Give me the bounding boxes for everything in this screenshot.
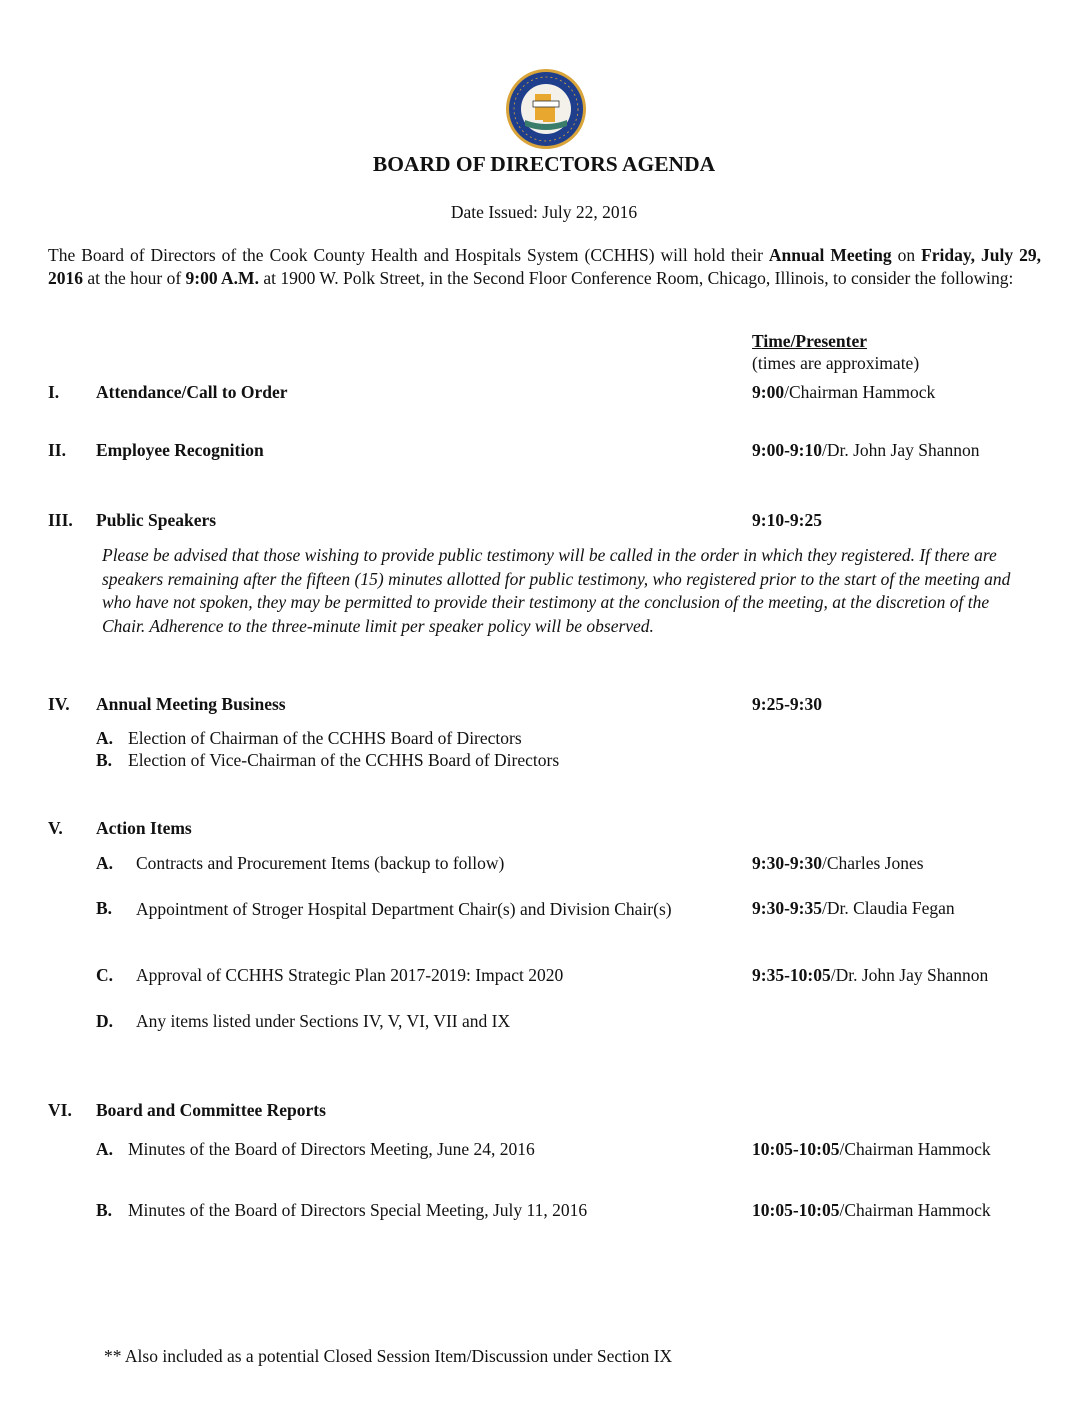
time: 10:05-10:05 <box>752 1139 840 1159</box>
item-letter: B. <box>96 898 113 918</box>
section-title: Employee Recognition <box>96 440 264 460</box>
item-text: Minutes of the Board of Directors Special Meeting, July 11, 2016 <box>128 1200 588 1220</box>
time: 9:30-9:30 <box>752 853 822 873</box>
section-title: Attendance/Call to Order <box>96 382 288 402</box>
public-speakers-note: Please be advised that those wishing to provide public testimony will be called in the order in which they registered. If there are speakers remaining after the fifteen (15) minutes allotted for public testimony, who registered prior to the start of the meeting and who have not spoken, they may be permitted to provide their testimony at the conclusion of the meeting, at the discretion of the Chair. Adherence to the three-minute limit per speaker policy will be observed. <box>102 545 1011 636</box>
section-number: IV. <box>48 694 70 714</box>
date-issued: Date Issued: July 22, 2016 <box>450 202 638 222</box>
meeting-day: Friday, <box>921 245 976 265</box>
time: 9:00-9:10 <box>752 440 822 460</box>
item-time-presenter <box>752 1139 991 1160</box>
section-number: V. <box>48 818 63 838</box>
intro-text: The Board of Directors of the Cook County Health and Hospitals System (CCHHS) will hold their <box>48 245 769 265</box>
item-letter: C. <box>96 965 114 985</box>
time: 9:30-9:35 <box>752 898 822 918</box>
section-time: 9:10-9:25 <box>752 510 822 530</box>
section-time: 9:25-9:30 <box>752 694 822 714</box>
section-time-presenter <box>752 382 935 403</box>
item-letter: B. <box>96 1200 113 1220</box>
item-text: Appointment of Stroger Hospital Department Chair(s) and Division Chair(s) <box>136 899 672 919</box>
item-time-presenter <box>752 965 988 986</box>
item-text: Election of Chairman of the CCHHS Board of Directors <box>128 728 522 748</box>
meeting-time: 9:00 A.M. <box>185 268 259 288</box>
time: 10:05-10:05 <box>752 1200 840 1220</box>
section-title: Action Items <box>96 818 192 838</box>
intro-text: at 1900 W. Polk Street, in the Second Floor Conference Room, Chicago, Illinois, to <box>258 268 847 288</box>
presenter: /Dr. Claudia Fegan <box>821 898 955 918</box>
time: 9:00 <box>752 382 785 402</box>
time-presenter-note: (times are approximate) <box>752 353 920 373</box>
presenter: /Chairman Hammock <box>839 1139 991 1159</box>
item-letter: A. <box>96 853 114 873</box>
item-time-presenter <box>752 898 955 919</box>
item-letter: D. <box>96 1011 114 1031</box>
section-number: II. <box>48 440 66 460</box>
item-text: Contracts and Procurement Items (backup to follow) <box>136 853 505 873</box>
item-text: Election of Vice-Chairman of the CCHHS Board of Directors <box>128 750 560 770</box>
item-text: Any items listed under Sections IV, V, VI, VII and IX <box>136 1011 511 1031</box>
item-letter: A. <box>96 1139 114 1159</box>
time-presenter-header: Time/Presenter <box>752 331 868 351</box>
section-number: III. <box>48 510 73 530</box>
section-title: Board and Committee Reports <box>96 1100 326 1120</box>
item-text: Minutes of the Board of Directors Meeting, June 24, 2016 <box>128 1139 535 1159</box>
item-text: Approval of CCHHS Strategic Plan 2017-2019: Impact 2020 <box>136 965 564 985</box>
presenter: /Dr. John Jay Shannon <box>830 965 989 985</box>
intro-paragraph <box>48 244 1041 290</box>
presenter: /Charles Jones <box>821 853 924 873</box>
section-time-presenter <box>752 440 979 461</box>
section-title: Public Speakers <box>96 510 217 530</box>
time: 9:35-10:05 <box>752 965 831 985</box>
intro-text: consider the following: <box>850 268 1014 288</box>
meeting-date: July 29, 2016 <box>48 245 1041 288</box>
cook-county-seal-icon <box>505 68 587 150</box>
section-title: Annual Meeting Business <box>96 694 286 714</box>
presenter: /Dr. John Jay Shannon <box>821 440 980 460</box>
page-title: BOARD OF DIRECTORS AGENDA <box>372 152 716 176</box>
item-letter: B. <box>96 750 113 770</box>
intro-text: on <box>891 245 922 265</box>
meeting-type: Annual Meeting <box>768 245 892 265</box>
item-letter: A. <box>96 728 114 748</box>
item-time-presenter <box>752 853 924 874</box>
presenter: /Chairman Hammock <box>784 382 936 402</box>
intro-text: at the hour of <box>83 268 186 288</box>
presenter: /Chairman Hammock <box>839 1200 991 1220</box>
section-number: VI. <box>48 1100 72 1120</box>
item-time-presenter <box>752 1200 991 1221</box>
section-number: I. <box>48 382 60 402</box>
footnote: ** Also included as a potential Closed Session Item/Discussion under Section IX <box>104 1346 673 1366</box>
